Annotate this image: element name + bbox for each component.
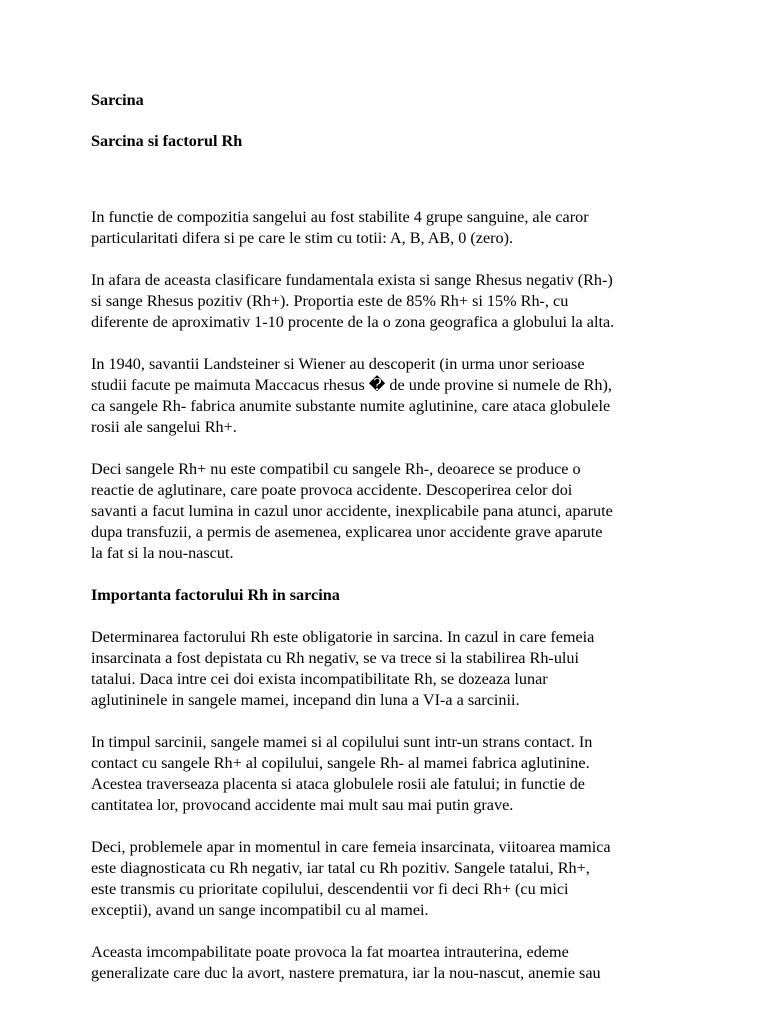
paragraph-line: savanti a facut lumina in cazul unor accidente, inexplicabile pana atunci, aparute [91, 502, 613, 520]
paragraph-line: generalizate care duc la avort, nastere prematura, iar la nou-nascut, anemie sau [91, 964, 601, 982]
paragraph-line: contact cu sangele Rh+ al copilului, sangele Rh- al mamei fabrica aglutinine. [91, 754, 590, 772]
paragraph [91, 207, 691, 249]
document-subtitle: Sarcina si factorul Rh [91, 132, 243, 150]
paragraph-line: In afara de aceasta clasificare fundamentala exista si sange Rhesus negativ (Rh-) [91, 271, 613, 289]
paragraph [91, 354, 691, 438]
paragraph-line: este diagnosticata cu Rh negativ, iar tatal cu Rh pozitiv. Sangele tatalui, Rh+, [91, 859, 590, 877]
paragraph-line: reactie de aglutinare, care poate provoca accidente. Descoperirea celor doi [91, 481, 573, 499]
paragraph-line: Deci sangele Rh+ nu este compatibil cu sangele Rh-, deoarece se produce o [91, 460, 581, 478]
paragraph-line: Deci, problemele apar in momentul in care femeia insarcinata, viitoarea mamica [91, 838, 611, 856]
paragraph-line: Acestea traverseaza placenta si ataca globulele rosii ale fatului; in functie de [91, 775, 585, 793]
document-page [91, 90, 691, 982]
paragraph-line: particularitati difera si pe care le stim cu totii: A, B, AB, 0 (zero). [91, 229, 514, 247]
document-title: Sarcina [91, 91, 144, 109]
paragraph-line: la fat si la nou-nascut. [91, 544, 234, 562]
paragraph-line: ca sangele Rh- fabrica anumite substante numite aglutinine, care ataca globulele [91, 397, 611, 415]
paragraph [91, 732, 691, 816]
paragraph [91, 942, 691, 984]
paragraph-line: studii facute pe maimuta Maccacus rhesus � de unde provine si numele de Rh), [91, 376, 612, 394]
paragraph-line: dupa transfuzii, a permis de asemenea, explicarea unor accidente grave aparute [91, 523, 603, 541]
paragraph-line: In 1940, savantii Landsteiner si Wiener au descoperit (in urma unor serioase [91, 355, 585, 373]
document-body [91, 207, 691, 1005]
paragraph-line: In functie de compozitia sangelui au fost stabilite 4 grupe sanguine, ale caror [91, 208, 589, 226]
paragraph-line: aglutininele in sangele mamei, incepand din luna a VI-a a sarcinii. [91, 691, 520, 709]
paragraph [91, 627, 691, 711]
paragraph-line: este transmis cu prioritate copilului, descendentii vor fi deci Rh+ (cu mici [91, 880, 569, 898]
paragraph-line: rosii ale sangelui Rh+. [91, 418, 237, 436]
section-heading: Importanta factorului Rh in sarcina [91, 586, 340, 604]
paragraph-line: exceptii), avand un sange incompatibil cu al mamei. [91, 901, 429, 919]
paragraph [91, 459, 691, 564]
paragraph-line: Determinarea factorului Rh este obligatorie in sarcina. In cazul in care femeia [91, 628, 595, 646]
paragraph [91, 837, 691, 921]
paragraph [91, 270, 691, 333]
paragraph-line: diferente de aproximativ 1-10 procente de la o zona geografica a globului la alta. [91, 313, 615, 331]
paragraph-line: Aceasta imcompabilitate poate provoca la fat moartea intrauterina, edeme [91, 943, 569, 961]
paragraph-line: cantitatea lor, provocand accidente mai mult sau mai putin grave. [91, 796, 514, 814]
paragraph-line: insarcinata a fost depistata cu Rh negativ, se va trece si la stabilirea Rh-ului [91, 649, 580, 667]
paragraph-line: In timpul sarcinii, sangele mamei si al copilului sunt intr-un strans contact. In [91, 733, 593, 751]
paragraph-line: si sange Rhesus pozitiv (Rh+). Proportia este de 85% Rh+ si 15% Rh-, cu [91, 292, 569, 310]
paragraph-line: tatalui. Daca intre cei doi exista incompatibilitate Rh, se dozeaza lunar [91, 670, 548, 688]
